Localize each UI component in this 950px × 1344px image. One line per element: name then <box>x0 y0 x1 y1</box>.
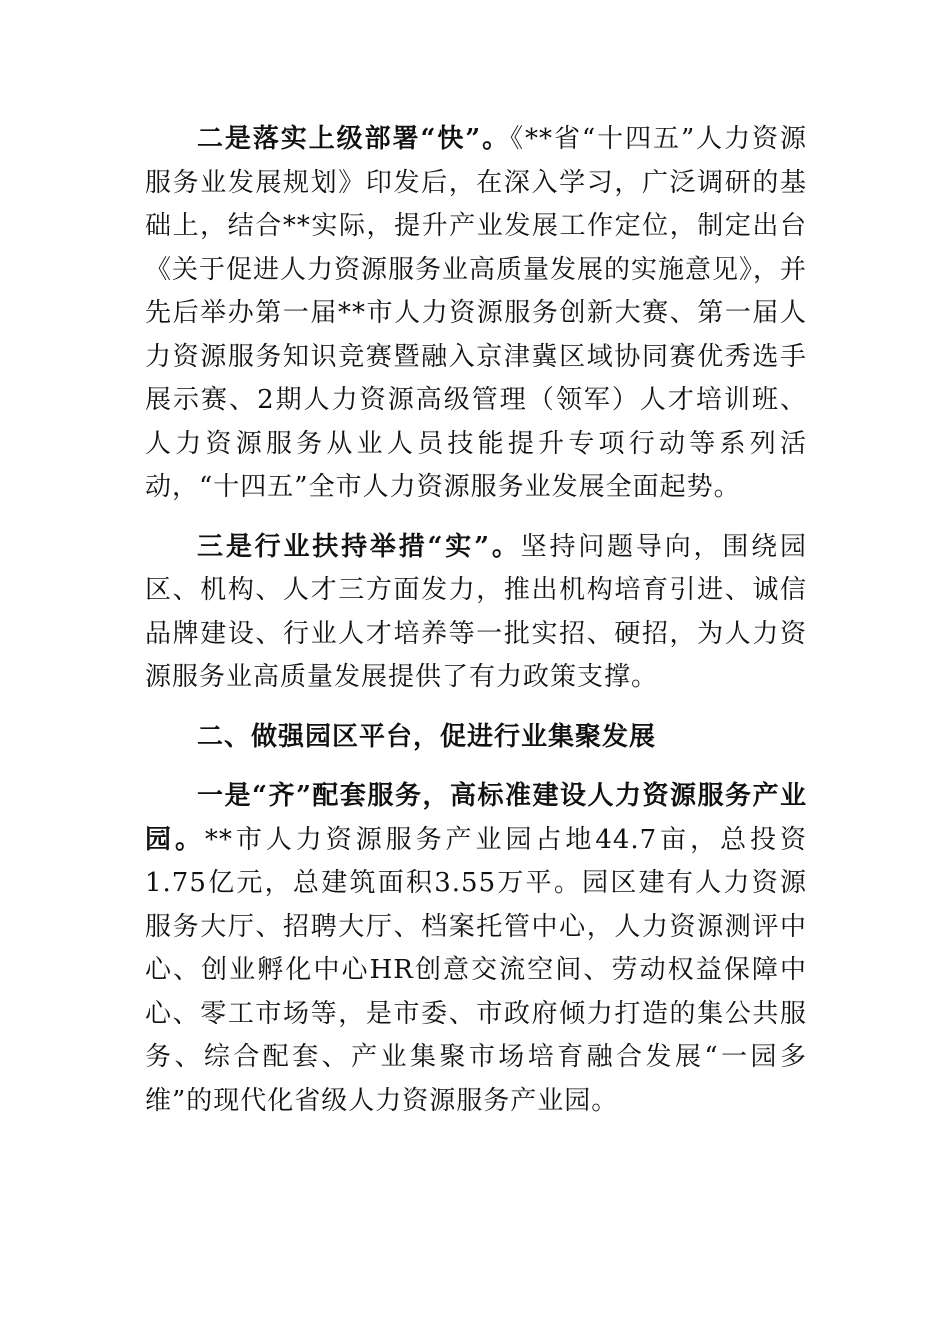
paragraph-text: 《**省“十四五”人力资源服务业发展规划》印发后，在深入学习，广泛调研的基础上，结合**实际，提升产业发展工作定位，制定出台《关于促进人力资源服务业高质量发展的实施意见》，并先后举办第一届**市人力资源服务创新大赛、第一届人力资源服务知识竞赛暨融入京津冀区域协同赛优秀选手展示赛、2期人力资源高级管理（领军）人才培训班、人力资源服务从业人员技能提升专项行动等系列活动，“十四五”全市人力资源服务业发展全面起势。 <box>145 124 808 502</box>
paragraph-lead: 二是落实上级部署“快”。 <box>197 124 511 154</box>
paragraph-lead: 一是“齐”配套服务，高标准建设人力资源服务产业园。 <box>145 781 807 855</box>
paragraph-implement-deployment <box>145 118 807 510</box>
document-body <box>145 118 807 1139</box>
paragraph-industrial-park <box>145 775 807 1123</box>
paragraph-text: **市人力资源服务产业园占地44.7亩，总投资1.75亿元，总建筑面积3.55万平。园区建有人力资源服务大厅、招聘大厅、档案托管中心，人力资源测评中心、创业孵化中心HR创意交流空间、劳动权益保障中心、零工市场等，是市委、市政府倾力打造的集公共服务、综合配套、产业集聚市场培育融合发展“一园多维”的现代化省级人力资源服务产业园。 <box>145 824 807 1116</box>
section-heading: 二、做强园区平台，促进行业集聚发展 <box>197 721 657 752</box>
paragraph-text: 坚持问题导向，围绕园区、机构、人才三方面发力，推出机构培育引进、诚信品牌建设、行业人才培养等一批实招、硬招，为人力资源服务业高质量发展提供了有力政策支撑。 <box>145 531 807 692</box>
paragraph-industry-support <box>145 526 807 700</box>
paragraph-lead: 三是行业扶持举措“实”。 <box>197 531 521 562</box>
